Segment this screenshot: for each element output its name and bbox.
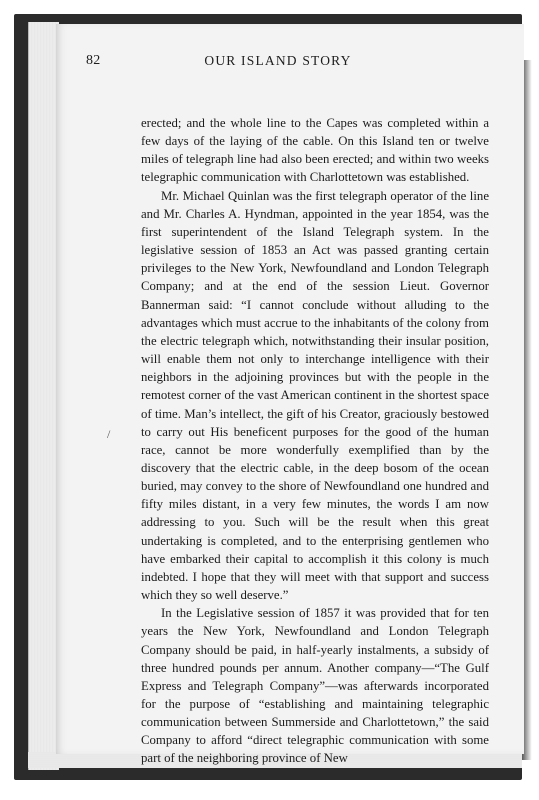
body-text <box>141 114 489 768</box>
page-number: 82 <box>86 53 101 68</box>
running-head: OUR ISLAND STORY <box>204 53 352 68</box>
paragraph: erected; and the whole line to the Capes was completed within a few days of the laying of the cable. On this Island ten or twelve miles of telegraph line had also been erected; and within two weeks telegraphic communication with Charlottetown was established. <box>141 116 489 185</box>
page-edges <box>28 22 59 770</box>
paragraph: Mr. Michael Quinlan was the first telegraph operator of the line and Mr. Charles A. Hyndman, appointed in the year 1854, was the first superintendent of the Island Telegraph system. In the legislative session of 1853 an Act was passed granting certain privileges to the New York, Newfoundland and London Telegraph Company; and at the end of the session Lieut. Governor Bannerman said: “I cannot conclude without alluding to the advantages which must accrue to the inhabitants of the colony from the electric telegraph which, notwithstanding their insular position, will enable them not only to interchange intelligence with their neighbors in the adjoining provinces but with the people in the remotest corner of the vast American continent in the shortest space of time. Man’s intellect, the gift of his Creator, graciously bestowed to carry out His beneficent purposes for the good of the human race, cannot be more wonderfully exemplified than by the discovery that the electric cable, in the deep bosom of the ocean buried, may convey to the shore of Newfoundland one hundred and fifty miles distant, in a very few minutes, the words I am now addressing to you. Such will be the result when this great undertaking is completed, and to the enterprising gentlemen who have embarked their capital to accomplish it this colony is much indebted. I hope that they will meet with that support and success which they so well deserve.” <box>141 188 489 603</box>
paragraph: In the Legislative session of 1857 it was provided that for ten years the New York, Newfoundland and London Telegraph Company should be paid, in half-yearly instalments, a subsidy of three hundred pounds per annum. Another company—“The Gulf Express and Telegraph Company”—was afterwards incorporated for the purpose of “establishing and maintaining telegraphic communication between Summerside and Charlottetown,” the said Company to afford “direct telegraphic communication with some part of the neighboring province of New <box>141 606 489 766</box>
page-header <box>86 53 486 75</box>
pencil-mark: / <box>107 427 111 441</box>
